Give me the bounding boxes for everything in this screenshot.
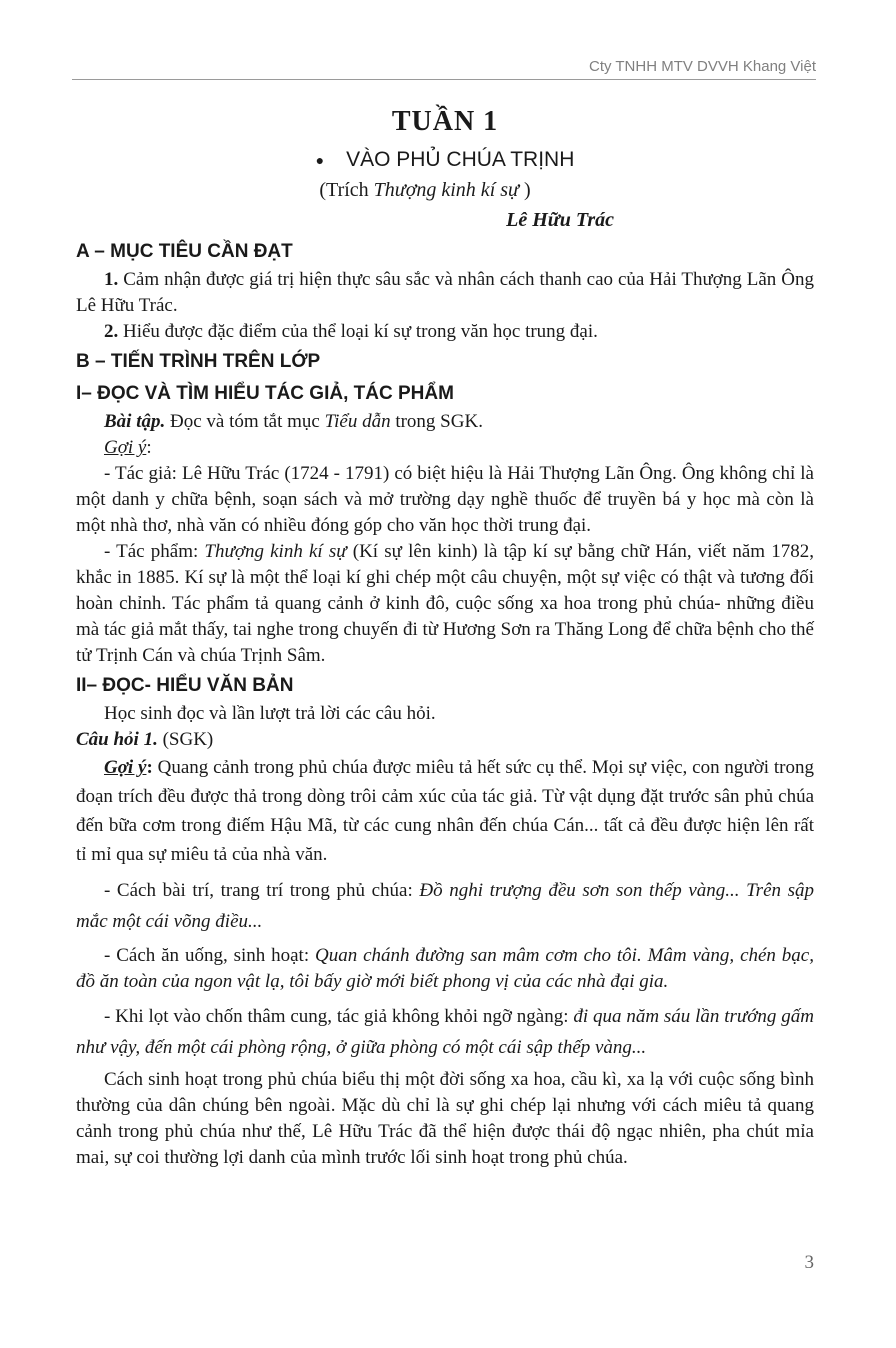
bullet-icon: ● [315,152,325,169]
lesson-title [76,145,814,175]
author-paragraph: - Tác giả: Lê Hữu Trác (1724 - 1791) có biệt hiệu là Hải Thượng Lãn Ông. Ông không chỉ là một danh y chữa bệnh, soạn sách và mở trường dạy nghề thuốc để truyền bá y học mà còn là một nhà thơ, nhà văn có nhiều đóng góp cho văn học thời trung đại. [76,463,814,537]
source-prefix: (Trích [319,179,374,202]
section-b-heading: B – TIẾN TRÌNH TRÊN LỚP [76,351,321,373]
page-header: Cty TNHH MTV DVVH Khang Việt [72,58,816,80]
conclusion-paragraph: Cách sinh hoạt trong phủ chúa biểu thị một đời sống xa hoa, cầu kì, xa lạ với cuộc sống bình thường của dân chúng bên ngoài. Mặc dù chỉ là sự ghi chép lại nhưng với cách miêu tả quang cảnh trong phủ chúa như thế, Lê Hữu Trác đã thể hiện được thái độ ngạc nhiên, pha chút mỉa mai, sự coi thường lợi danh của mình trước lối sinh hoạt trong phủ chúa. [76,1069,814,1169]
quote-item: - Khi lọt vào chốn thâm cung, tác giả không khỏi ngỡ ngàng: đi qua năm sáu lần trướng gấm như vậy, đến một cái phòng rộng, ở giữa phòng có một cái sập thếp vàng... [76,1006,814,1059]
question-line: Câu hỏi 1. (SGK) [76,729,214,751]
source-line [36,175,814,205]
hint-label-line: Gợi ý: [104,437,152,459]
page-content [76,105,814,1171]
goal-item: 2. Hiểu được đặc điểm của thể loại kí sự trong văn học trung đại. [104,321,598,343]
part2-intro: Học sinh đọc và lần lượt trả lời các câu hỏi. [104,703,436,725]
goal-item: 1. Cảm nhận được giá trị hiện thực sâu sắc và nhân cách thanh cao của Hải Thượng Lãn Ông Lê Hữu Trác. [76,269,814,317]
section-a-heading: A – MỤC TIÊU CẦN ĐẠT [76,241,293,263]
quote-item: - Cách bài trí, trang trí trong phủ chúa: Đồ nghi trượng đều sơn son thếp vàng... Trên sập mắc một cái võng điều... [76,880,815,933]
quote-item: - Cách ăn uống, sinh hoạt: Quan chánh đường san mâm cơm cho tôi. Mâm vàng, chén bạc, đồ ăn toàn của ngon vật lạ, tôi bấy giờ mới biết phong vị của các nhà đại gia. [76,945,814,993]
part2-heading: II– ĐỌC- HIỂU VĂN BẢN [76,675,294,697]
source-work: Thượng kinh kí sự [373,179,519,202]
hint-paragraph: Gợi ý: Quang cảnh trong phủ chúa được miêu tả hết sức cụ thể. Mọi sự việc, con người trong đoạn trích đều được thả trong dòng trôi cảm xúc của tác giả. Từ vật dụng đặt trước sân phủ chúa đến bữa cơm trong điếm Hậu Mã, từ các cung nhân đến chúa Cán... tất cả đều được hiện lên rất tỉ mỉ qua sự miêu tả của nhà văn. [76,757,814,866]
exercise-line: Bài tập. Đọc và tóm tắt mục Tiểu dẫn trong SGK. [104,411,483,433]
source-suffix: ) [518,179,531,202]
part1-heading: I– ĐỌC VÀ TÌM HIỂU TÁC GIẢ, TÁC PHẨM [76,383,454,405]
work-paragraph: - Tác phẩm: Thượng kinh kí sự (Kí sự lên kinh) là tập kí sự bằng chữ Hán, viết năm 1782, khắc in 1885. Kí sự là một thể loại kí ghi chép một câu chuyện, một sự việc có thật và tương đối hoàn chỉnh. Tác phẩm tả quang cảnh ở kinh đô, cuộc sống xa hoa trong phủ chúa- những điều mà tác giả mắt thấy, tai nghe trong chuyến đi từ Hương Sơn ra Thăng Long để chữa bệnh cho thế tử Trịnh Cán và chúa Trịnh Sâm. [76,541,814,667]
author-name: Lê Hữu Trác [506,209,614,232]
lesson-title-text: VÀO PHỦ CHÚA TRỊNH [346,148,575,171]
page-number: 3 [804,1252,814,1273]
week-title: TUẦN 1 [391,106,499,137]
